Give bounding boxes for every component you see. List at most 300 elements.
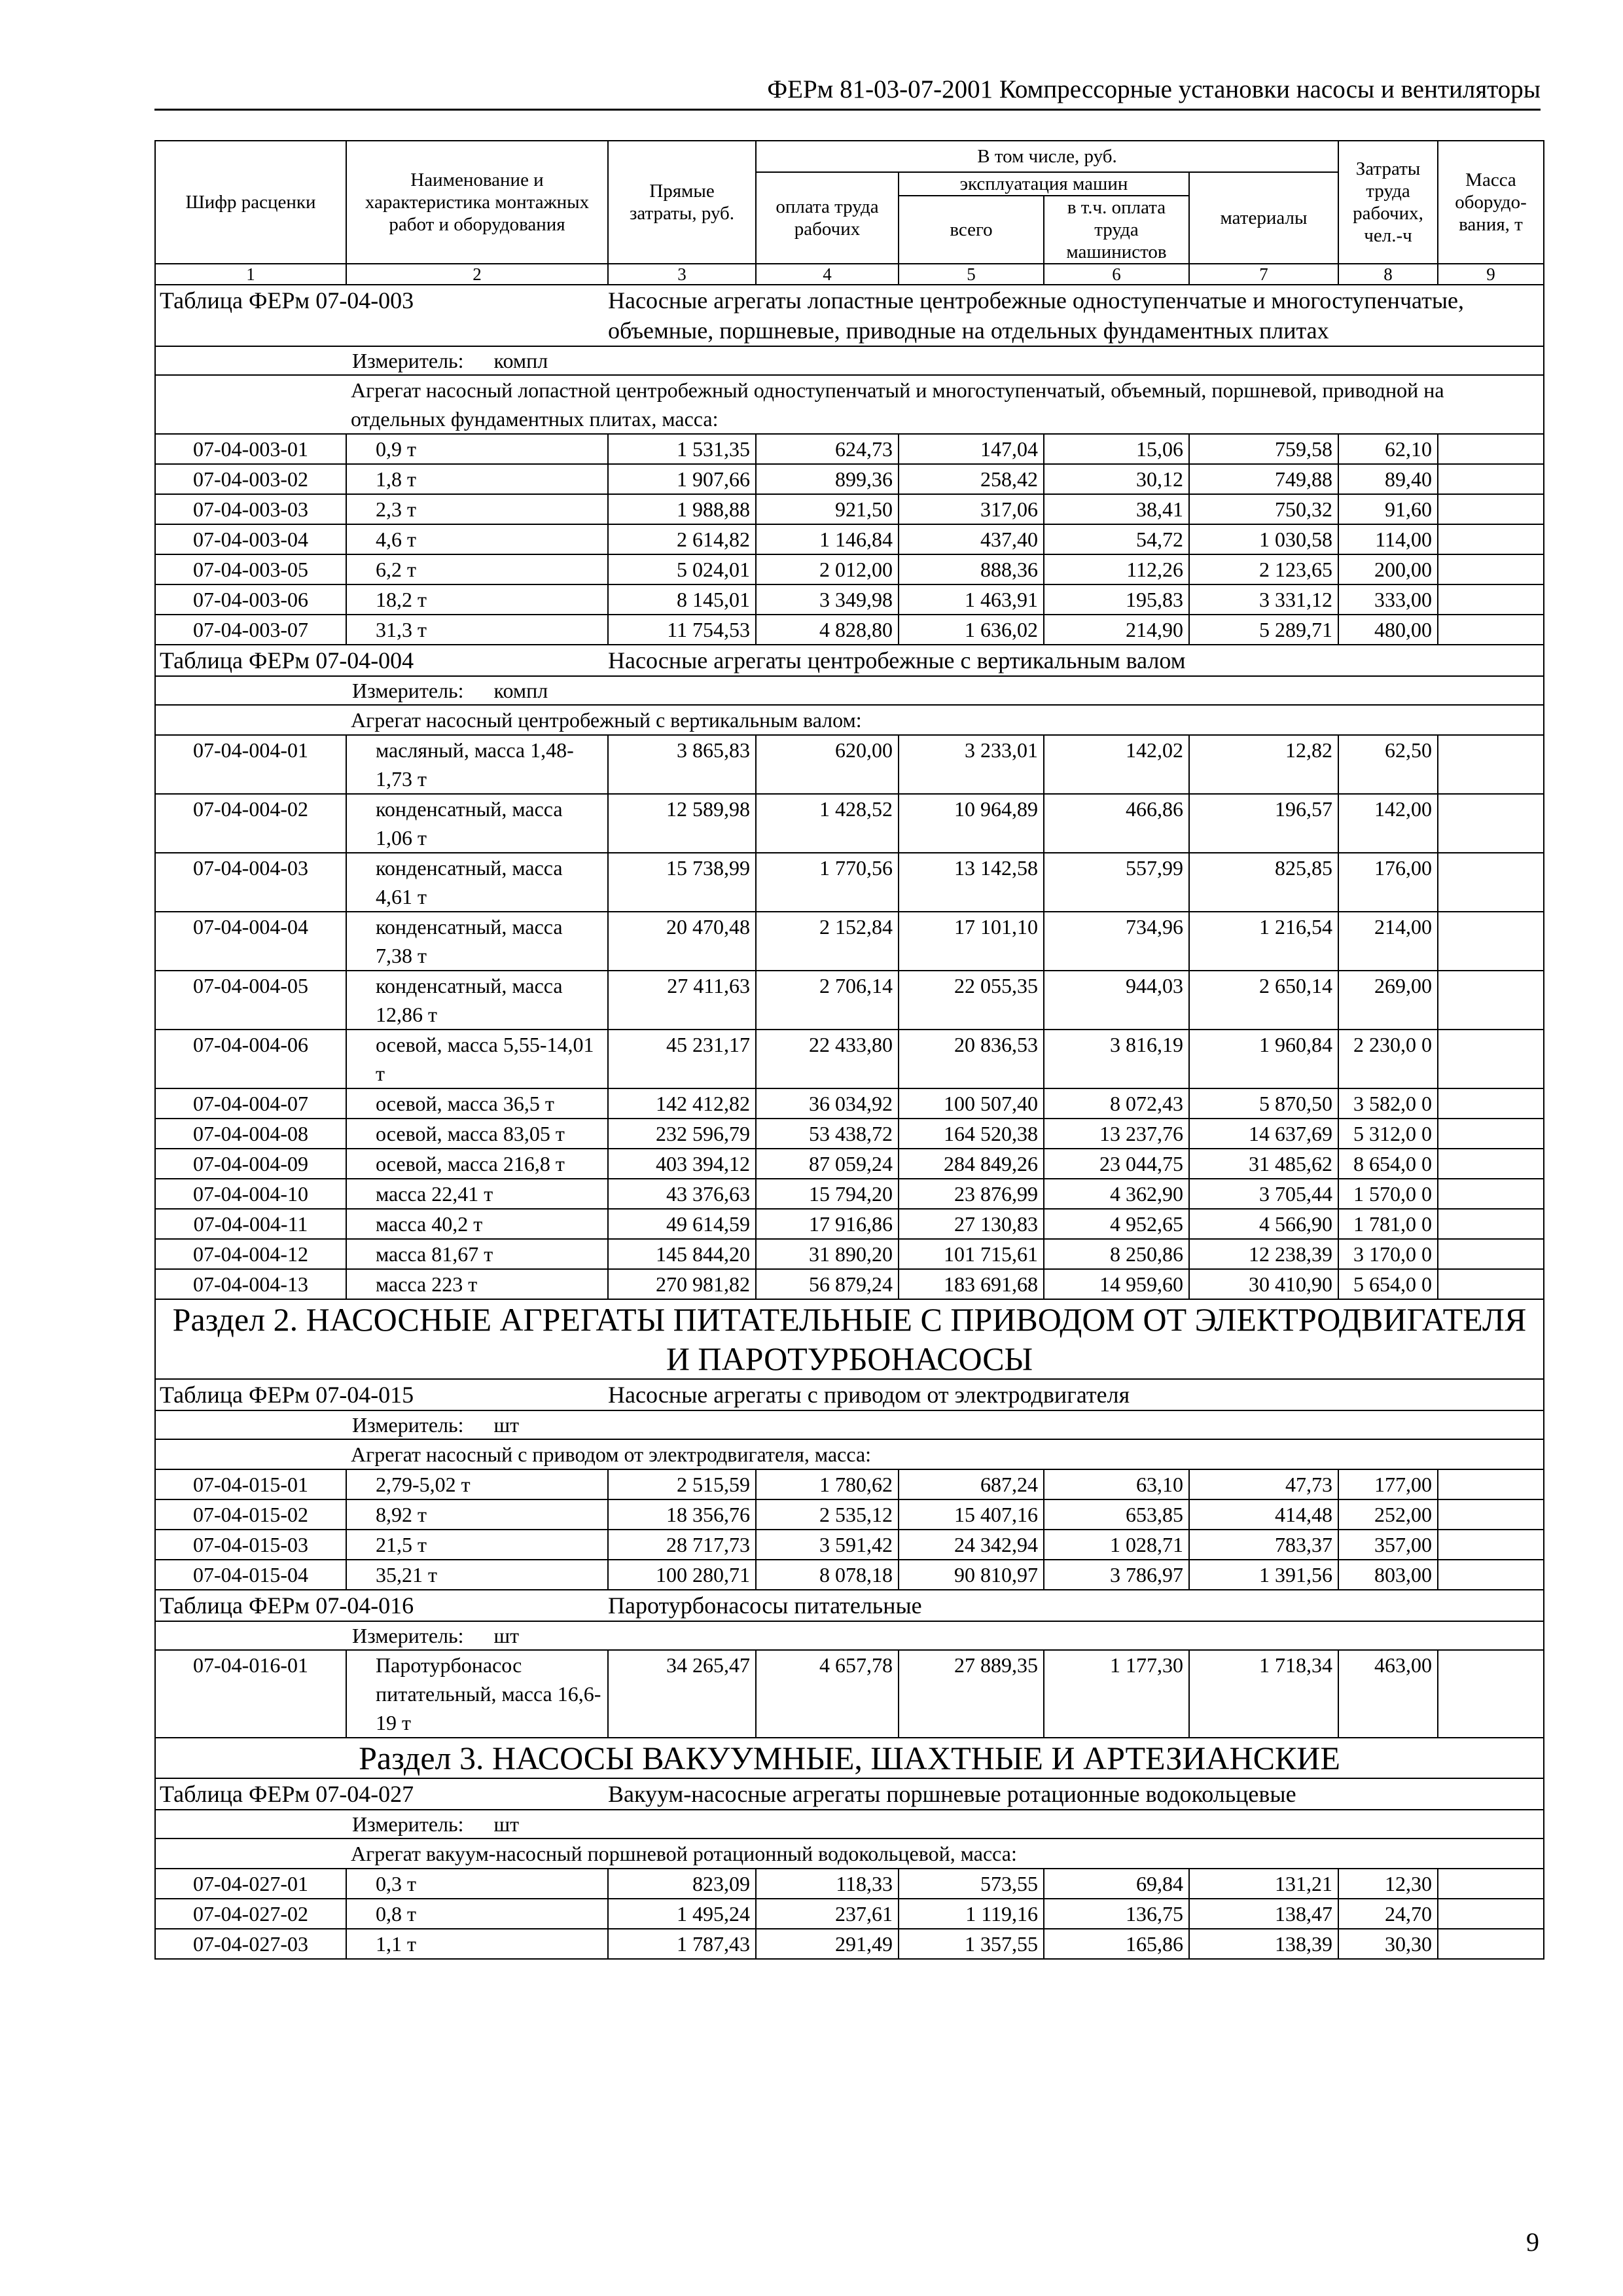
measure-unit: компл	[493, 679, 548, 702]
machines-total: 20 836,53	[899, 1030, 1044, 1088]
measure-label: Измеритель:	[352, 1812, 464, 1836]
labor-hours: 114,00	[1338, 524, 1438, 554]
direct-cost: 27 411,63	[608, 971, 756, 1030]
direct-cost: 11 754,53	[608, 615, 756, 645]
equipment-mass	[1438, 1869, 1544, 1899]
rate-name: 8,92 т	[346, 1499, 608, 1530]
machines-total: 3 233,01	[899, 735, 1044, 794]
aggregate-description: Агрегат вакуум-насосный поршневой ротационный водокольцевой, масса:	[155, 1839, 1544, 1869]
equipment-mass	[1438, 1209, 1544, 1239]
machines-labor: 214,90	[1044, 615, 1189, 645]
rate-name: масса 81,67 т	[346, 1239, 608, 1269]
machines-total: 1 357,55	[899, 1929, 1044, 1959]
direct-cost: 1 531,35	[608, 434, 756, 464]
equipment-mass	[1438, 615, 1544, 645]
machines-total: 17 101,10	[899, 912, 1044, 971]
labor-cost: 237,61	[756, 1899, 899, 1929]
labor-hours: 3 170,0 0	[1338, 1239, 1438, 1269]
machines-labor: 54,72	[1044, 524, 1189, 554]
equipment-mass	[1438, 1239, 1544, 1269]
table-title: Насосные агрегаты лопастные центробежные одноступенчатые и многоступенчатые, объемные, поршневые, приводные на отдельных фундаментных плитах	[608, 285, 1544, 346]
rate-name: 31,3 т	[346, 615, 608, 645]
equipment-mass	[1438, 1650, 1544, 1738]
table-row	[155, 1929, 1544, 1959]
machines-labor: 4 952,65	[1044, 1209, 1189, 1239]
rate-name: 0,3 т	[346, 1869, 608, 1899]
aggregate-description: Агрегат насосный с приводом от электродвигателя, масса:	[155, 1439, 1544, 1469]
labor-hours: 91,60	[1338, 494, 1438, 524]
materials-cost: 12,82	[1189, 735, 1338, 794]
labor-hours: 1 781,0 0	[1338, 1209, 1438, 1239]
labor-cost: 53 438,72	[756, 1119, 899, 1149]
table-row	[155, 1499, 1544, 1530]
machines-labor: 165,86	[1044, 1929, 1189, 1959]
labor-cost: 1 428,52	[756, 794, 899, 853]
price-table	[154, 140, 1544, 1960]
equipment-mass	[1438, 794, 1544, 853]
labor-cost: 899,36	[756, 464, 899, 494]
labor-hours: 1 570,0 0	[1338, 1179, 1438, 1209]
rate-name: 0,9 т	[346, 434, 608, 464]
rate-name: конденсатный, масса 12,86 т	[346, 971, 608, 1030]
rate-code: 07-04-004-11	[155, 1209, 346, 1239]
direct-cost: 5 024,01	[608, 554, 756, 584]
part-heading: Раздел 2. НАСОСНЫЕ АГРЕГАТЫ ПИТАТЕЛЬНЫЕ С ПРИВОДОМ ОТ ЭЛЕКТРОДВИГАТЕЛЯ И ПАРОТУРБОНАСОСЫ	[155, 1299, 1544, 1379]
materials-cost: 2 650,14	[1189, 971, 1338, 1030]
table-row	[155, 464, 1544, 494]
machines-total: 10 964,89	[899, 794, 1044, 853]
labor-hours: 89,40	[1338, 464, 1438, 494]
labor-cost: 36 034,92	[756, 1088, 899, 1119]
rate-code: 07-04-004-07	[155, 1088, 346, 1119]
machines-labor: 63,10	[1044, 1469, 1189, 1499]
part-heading-row	[155, 1299, 1544, 1379]
table-row	[155, 1869, 1544, 1899]
machines-labor: 734,96	[1044, 912, 1189, 971]
table-row	[155, 1530, 1544, 1560]
materials-cost: 1 391,56	[1189, 1560, 1338, 1590]
rate-code: 07-04-004-02	[155, 794, 346, 853]
labor-cost: 620,00	[756, 735, 899, 794]
direct-cost: 1 907,66	[608, 464, 756, 494]
aggregate-description: Агрегат насосный центробежный с вертикальным валом:	[155, 705, 1544, 735]
materials-cost: 1 030,58	[1189, 524, 1338, 554]
part-heading-row	[155, 1738, 1544, 1778]
col-materials-header: материалы	[1189, 172, 1338, 264]
rate-name: 2,79-5,02 т	[346, 1469, 608, 1499]
rate-name: осевой, масса 5,55-14,01 т	[346, 1030, 608, 1088]
rate-code: 07-04-004-10	[155, 1179, 346, 1209]
materials-cost: 138,47	[1189, 1899, 1338, 1929]
col-machines-total-header: всего	[899, 196, 1044, 264]
materials-cost: 12 238,39	[1189, 1239, 1338, 1269]
labor-hours: 176,00	[1338, 853, 1438, 912]
aggregate-row	[155, 375, 1544, 434]
table-row	[155, 853, 1544, 912]
rate-code: 07-04-004-06	[155, 1030, 346, 1088]
rate-code: 07-04-015-03	[155, 1530, 346, 1560]
equipment-mass	[1438, 494, 1544, 524]
rate-name: масса 223 т	[346, 1269, 608, 1299]
measure-label: Измеритель:	[352, 1413, 464, 1437]
table-row	[155, 1269, 1544, 1299]
rate-code: 07-04-003-07	[155, 615, 346, 645]
machines-labor: 3 816,19	[1044, 1030, 1189, 1088]
rate-code: 07-04-003-04	[155, 524, 346, 554]
rate-name: 0,8 т	[346, 1899, 608, 1929]
table-row	[155, 971, 1544, 1030]
labor-hours: 463,00	[1338, 1650, 1438, 1738]
labor-hours: 2 230,0 0	[1338, 1030, 1438, 1088]
equipment-mass	[1438, 1269, 1544, 1299]
direct-cost: 2 614,82	[608, 524, 756, 554]
labor-hours: 3 582,0 0	[1338, 1088, 1438, 1119]
page-header	[154, 73, 1541, 111]
labor-cost: 56 879,24	[756, 1269, 899, 1299]
direct-cost: 1 495,24	[608, 1899, 756, 1929]
col-name-header: Наименование и характеристика монтажных работ и оборудования	[346, 141, 608, 264]
labor-hours: 30,30	[1338, 1929, 1438, 1959]
labor-cost: 2 012,00	[756, 554, 899, 584]
table-label: Таблица ФЕРм 07-04-003	[155, 285, 608, 346]
equipment-mass	[1438, 1499, 1544, 1530]
machines-labor: 69,84	[1044, 1869, 1189, 1899]
table-row	[155, 1179, 1544, 1209]
materials-cost: 30 410,90	[1189, 1269, 1338, 1299]
table-row	[155, 1088, 1544, 1119]
rate-name: 2,3 т	[346, 494, 608, 524]
labor-hours: 142,00	[1338, 794, 1438, 853]
table-row	[155, 1650, 1544, 1738]
table-row	[155, 1469, 1544, 1499]
machines-labor: 3 786,97	[1044, 1560, 1189, 1590]
machines-labor: 8 072,43	[1044, 1088, 1189, 1119]
machines-total: 1 119,16	[899, 1899, 1044, 1929]
direct-cost: 403 394,12	[608, 1149, 756, 1179]
rate-name: масляный, масса 1,48-1,73 т	[346, 735, 608, 794]
table-row	[155, 584, 1544, 615]
equipment-mass	[1438, 1929, 1544, 1959]
measure-unit: шт	[493, 1413, 520, 1437]
labor-cost: 3 591,42	[756, 1530, 899, 1560]
rate-name: 21,5 т	[346, 1530, 608, 1560]
materials-cost: 138,39	[1189, 1929, 1338, 1959]
machines-total: 147,04	[899, 434, 1044, 464]
rate-code: 07-04-004-09	[155, 1149, 346, 1179]
rate-code: 07-04-003-03	[155, 494, 346, 524]
rate-code: 07-04-004-13	[155, 1269, 346, 1299]
machines-total: 258,42	[899, 464, 1044, 494]
rate-code: 07-04-015-02	[155, 1499, 346, 1530]
part-heading: Раздел 3. НАСОСЫ ВАКУУМНЫЕ, ШАХТНЫЕ И АРТЕЗИАНСКИЕ	[155, 1738, 1544, 1778]
rate-name: 1,1 т	[346, 1929, 608, 1959]
labor-hours: 5 312,0 0	[1338, 1119, 1438, 1149]
direct-cost: 100 280,71	[608, 1560, 756, 1590]
equipment-mass	[1438, 1149, 1544, 1179]
rate-code: 07-04-003-02	[155, 464, 346, 494]
direct-cost: 18 356,76	[608, 1499, 756, 1530]
materials-cost: 5 870,50	[1189, 1088, 1338, 1119]
col-incl-header: В том числе, руб.	[756, 141, 1338, 172]
machines-total: 100 507,40	[899, 1088, 1044, 1119]
equipment-mass	[1438, 554, 1544, 584]
labor-hours: 8 654,0 0	[1338, 1149, 1438, 1179]
direct-cost: 45 231,17	[608, 1030, 756, 1088]
machines-labor: 557,99	[1044, 853, 1189, 912]
equipment-mass	[1438, 1469, 1544, 1499]
materials-cost: 3 331,12	[1189, 584, 1338, 615]
labor-cost: 17 916,86	[756, 1209, 899, 1239]
materials-cost: 47,73	[1189, 1469, 1338, 1499]
machines-labor: 1 028,71	[1044, 1530, 1189, 1560]
table-heading-row	[155, 1379, 1544, 1410]
labor-hours: 333,00	[1338, 584, 1438, 615]
rate-name: осевой, масса 83,05 т	[346, 1119, 608, 1149]
machines-labor: 1 177,30	[1044, 1650, 1189, 1738]
materials-cost: 414,48	[1189, 1499, 1338, 1530]
machines-labor: 15,06	[1044, 434, 1189, 464]
equipment-mass	[1438, 1899, 1544, 1929]
labor-cost: 921,50	[756, 494, 899, 524]
labor-cost: 2 535,12	[756, 1499, 899, 1530]
table-row	[155, 1209, 1544, 1239]
rate-code: 07-04-027-01	[155, 1869, 346, 1899]
col-machines-labor-header: в т.ч. оплата труда машинистов	[1044, 196, 1189, 264]
equipment-mass	[1438, 464, 1544, 494]
machines-total: 164 520,38	[899, 1119, 1044, 1149]
rate-name: 1,8 т	[346, 464, 608, 494]
rate-name: Паротурбонасос питательный, масса 16,6-19 т	[346, 1650, 608, 1738]
table-row	[155, 494, 1544, 524]
table-row	[155, 735, 1544, 794]
table-row	[155, 615, 1544, 645]
equipment-mass	[1438, 1530, 1544, 1560]
machines-total: 15 407,16	[899, 1499, 1044, 1530]
machines-labor: 944,03	[1044, 971, 1189, 1030]
rate-name: масса 22,41 т	[346, 1179, 608, 1209]
rate-name: 6,2 т	[346, 554, 608, 584]
labor-hours: 357,00	[1338, 1530, 1438, 1560]
direct-cost: 12 589,98	[608, 794, 756, 853]
rate-code: 07-04-015-01	[155, 1469, 346, 1499]
column-numbers-row: 1 2 3 4 5 6 7 8 9	[155, 264, 1544, 285]
machines-total: 101 715,61	[899, 1239, 1044, 1269]
measure-row	[155, 1410, 1544, 1439]
materials-cost: 749,88	[1189, 464, 1338, 494]
rate-code: 07-04-003-01	[155, 434, 346, 464]
machines-total: 1 463,91	[899, 584, 1044, 615]
direct-cost: 28 717,73	[608, 1530, 756, 1560]
rate-name: осевой, масса 36,5 т	[346, 1088, 608, 1119]
rate-code: 07-04-003-06	[155, 584, 346, 615]
materials-cost: 2 123,65	[1189, 554, 1338, 584]
direct-cost: 232 596,79	[608, 1119, 756, 1149]
labor-cost: 31 890,20	[756, 1239, 899, 1269]
aggregate-row	[155, 1439, 1544, 1469]
materials-cost: 131,21	[1189, 1869, 1338, 1899]
equipment-mass	[1438, 524, 1544, 554]
direct-cost: 1 787,43	[608, 1929, 756, 1959]
table-title: Насосные агрегаты центробежные с вертикальным валом	[608, 645, 1544, 676]
labor-hours: 5 654,0 0	[1338, 1269, 1438, 1299]
machines-total: 183 691,68	[899, 1269, 1044, 1299]
materials-cost: 783,37	[1189, 1530, 1338, 1560]
table-row	[155, 1119, 1544, 1149]
labor-cost: 1 780,62	[756, 1469, 899, 1499]
labor-cost: 2 706,14	[756, 971, 899, 1030]
machines-total: 23 876,99	[899, 1179, 1044, 1209]
labor-cost: 15 794,20	[756, 1179, 899, 1209]
table-label: Таблица ФЕРм 07-04-004	[155, 645, 608, 676]
materials-cost: 759,58	[1189, 434, 1338, 464]
materials-cost: 750,32	[1189, 494, 1338, 524]
labor-cost: 4 657,78	[756, 1650, 899, 1738]
labor-cost: 87 059,24	[756, 1149, 899, 1179]
table-row	[155, 434, 1544, 464]
table-row	[155, 524, 1544, 554]
equipment-mass	[1438, 1179, 1544, 1209]
rate-name: конденсатный, масса 7,38 т	[346, 912, 608, 971]
machines-total: 13 142,58	[899, 853, 1044, 912]
labor-hours: 214,00	[1338, 912, 1438, 971]
direct-cost: 43 376,63	[608, 1179, 756, 1209]
equipment-mass	[1438, 735, 1544, 794]
direct-cost: 20 470,48	[608, 912, 756, 971]
machines-total: 24 342,94	[899, 1530, 1044, 1560]
direct-cost: 3 865,83	[608, 735, 756, 794]
labor-cost: 22 433,80	[756, 1030, 899, 1088]
labor-hours: 803,00	[1338, 1560, 1438, 1590]
col-labor-header: оплата труда рабочих	[756, 172, 899, 264]
table-heading-row	[155, 645, 1544, 676]
direct-cost: 145 844,20	[608, 1239, 756, 1269]
machines-labor: 136,75	[1044, 1899, 1189, 1929]
aggregate-description: Агрегат насосный лопастной центробежный одноступенчатый и многоступенчатый, объемный, поршневой, приводной на отдельных фундаментных плитах, масса:	[155, 375, 1544, 434]
rate-code: 07-04-004-08	[155, 1119, 346, 1149]
labor-cost: 624,73	[756, 434, 899, 464]
equipment-mass	[1438, 1088, 1544, 1119]
rate-code: 07-04-004-04	[155, 912, 346, 971]
aggregate-row	[155, 1839, 1544, 1869]
labor-cost: 3 349,98	[756, 584, 899, 615]
machines-labor: 8 250,86	[1044, 1239, 1189, 1269]
aggregate-row	[155, 705, 1544, 735]
rate-code: 07-04-027-02	[155, 1899, 346, 1929]
direct-cost: 2 515,59	[608, 1469, 756, 1499]
materials-cost: 1 960,84	[1189, 1030, 1338, 1088]
labor-hours: 12,30	[1338, 1869, 1438, 1899]
rate-name: 18,2 т	[346, 584, 608, 615]
direct-cost: 823,09	[608, 1869, 756, 1899]
table-row	[155, 794, 1544, 853]
measure-row	[155, 1621, 1544, 1650]
table-label: Таблица ФЕРм 07-04-015	[155, 1379, 608, 1410]
rate-code: 07-04-004-01	[155, 735, 346, 794]
labor-cost: 118,33	[756, 1869, 899, 1899]
table-title: Вакуум-насосные агрегаты поршневые ротационные водокольцевые	[608, 1778, 1544, 1810]
equipment-mass	[1438, 1560, 1544, 1590]
measure-unit: компл	[493, 349, 548, 372]
direct-cost: 1 988,88	[608, 494, 756, 524]
machines-labor: 4 362,90	[1044, 1179, 1189, 1209]
materials-cost: 31 485,62	[1189, 1149, 1338, 1179]
measure-row	[155, 1810, 1544, 1839]
labor-hours: 269,00	[1338, 971, 1438, 1030]
materials-cost: 825,85	[1189, 853, 1338, 912]
equipment-mass	[1438, 1119, 1544, 1149]
measure-row	[155, 346, 1544, 375]
rate-code: 07-04-004-03	[155, 853, 346, 912]
direct-cost: 34 265,47	[608, 1650, 756, 1738]
labor-hours: 480,00	[1338, 615, 1438, 645]
table-row	[155, 1149, 1544, 1179]
machines-labor: 195,83	[1044, 584, 1189, 615]
equipment-mass	[1438, 584, 1544, 615]
machines-labor: 142,02	[1044, 735, 1189, 794]
rate-name: масса 40,2 т	[346, 1209, 608, 1239]
rate-code: 07-04-015-04	[155, 1560, 346, 1590]
materials-cost: 4 566,90	[1189, 1209, 1338, 1239]
table-heading-row	[155, 1778, 1544, 1810]
labor-hours: 24,70	[1338, 1899, 1438, 1929]
measure-label: Измеритель:	[352, 1624, 464, 1647]
direct-cost: 142 412,82	[608, 1088, 756, 1119]
measure-row	[155, 676, 1544, 705]
equipment-mass	[1438, 853, 1544, 912]
labor-cost: 2 152,84	[756, 912, 899, 971]
labor-hours: 62,10	[1338, 434, 1438, 464]
materials-cost: 3 705,44	[1189, 1179, 1338, 1209]
col-machines-header: эксплуатация машин	[899, 172, 1189, 196]
rate-name: конденсатный, масса 4,61 т	[346, 853, 608, 912]
table-label: Таблица ФЕРм 07-04-027	[155, 1778, 608, 1810]
machines-labor: 112,26	[1044, 554, 1189, 584]
col-mass-header: Масса оборудо-вания, т	[1438, 141, 1544, 264]
labor-hours: 200,00	[1338, 554, 1438, 584]
measure-unit: шт	[493, 1624, 520, 1647]
table-heading-row	[155, 285, 1544, 346]
measure-label: Измеритель:	[352, 679, 464, 702]
machines-labor: 14 959,60	[1044, 1269, 1189, 1299]
labor-cost: 8 078,18	[756, 1560, 899, 1590]
measure-label: Измеритель:	[352, 349, 464, 372]
machines-total: 437,40	[899, 524, 1044, 554]
equipment-mass	[1438, 1030, 1544, 1088]
table-heading-row	[155, 1590, 1544, 1621]
direct-cost: 270 981,82	[608, 1269, 756, 1299]
rate-name: 35,21 т	[346, 1560, 608, 1590]
rate-name: осевой, масса 216,8 т	[346, 1149, 608, 1179]
machines-total: 1 636,02	[899, 615, 1044, 645]
col-labor-hours-header: Затраты труда рабочих, чел.-ч	[1338, 141, 1438, 264]
rate-name: конденсатный, масса 1,06 т	[346, 794, 608, 853]
direct-cost: 49 614,59	[608, 1209, 756, 1239]
rate-code: 07-04-027-03	[155, 1929, 346, 1959]
machines-total: 284 849,26	[899, 1149, 1044, 1179]
col-code-header: Шифр расценки	[155, 141, 346, 264]
page-number: 9	[1526, 2227, 1539, 2257]
rate-name: 4,6 т	[346, 524, 608, 554]
table-row	[155, 1030, 1544, 1088]
labor-cost: 4 828,80	[756, 615, 899, 645]
direct-cost: 8 145,01	[608, 584, 756, 615]
measure-unit: шт	[493, 1812, 520, 1836]
machines-total: 888,36	[899, 554, 1044, 584]
materials-cost: 5 289,71	[1189, 615, 1338, 645]
machines-labor: 30,12	[1044, 464, 1189, 494]
machines-labor: 466,86	[1044, 794, 1189, 853]
rate-code: 07-04-004-05	[155, 971, 346, 1030]
